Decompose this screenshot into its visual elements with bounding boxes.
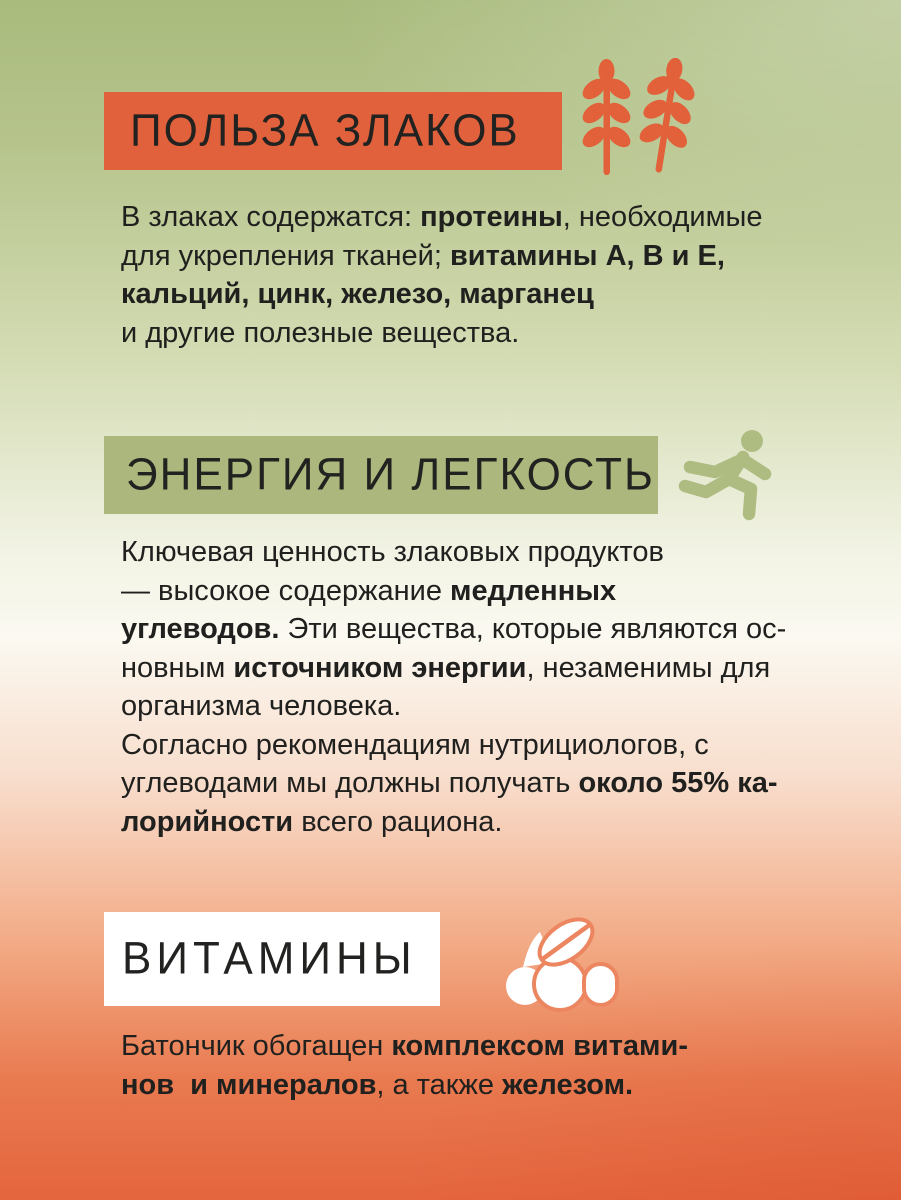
runner-icon [678,426,780,523]
section-paragraph-grains: В злаках содержатся: протеины, необходимые для укрепления тканей; витамины А, В и Е, кальций, цинк, железо, марганец и другие полезные вещества. [121,201,763,349]
wheat-icon [566,58,708,178]
berries-leaf-icon [503,913,621,1015]
section-banner-vitamins [104,912,440,1006]
section-banner-energy [104,436,658,514]
section-banner-grains [104,92,562,170]
section-title-vitamins: ВИТАМИНЫ [122,933,417,984]
section-paragraph-energy: Ключевая ценность злаковых продуктов — высокое содержание медленных углеводов. Эти вещества, которые являются ос- новным источником энергии, незаменимы для организма человека. Согласно рекомендациям нутрициологов, с углеводами мы должны получать около 55% ка- лорийности всего рациона. [121,536,787,838]
section-title-energy: ЭНЕРГИЯ И ЛЕГКОСТЬ [126,449,655,500]
section-paragraph-vitamins: Батончик обогащен комплексом витами- нов и минералов, а также железом. [121,1030,688,1101]
section-title-grains: ПОЛЬЗА ЗЛАКОВ [130,105,520,156]
